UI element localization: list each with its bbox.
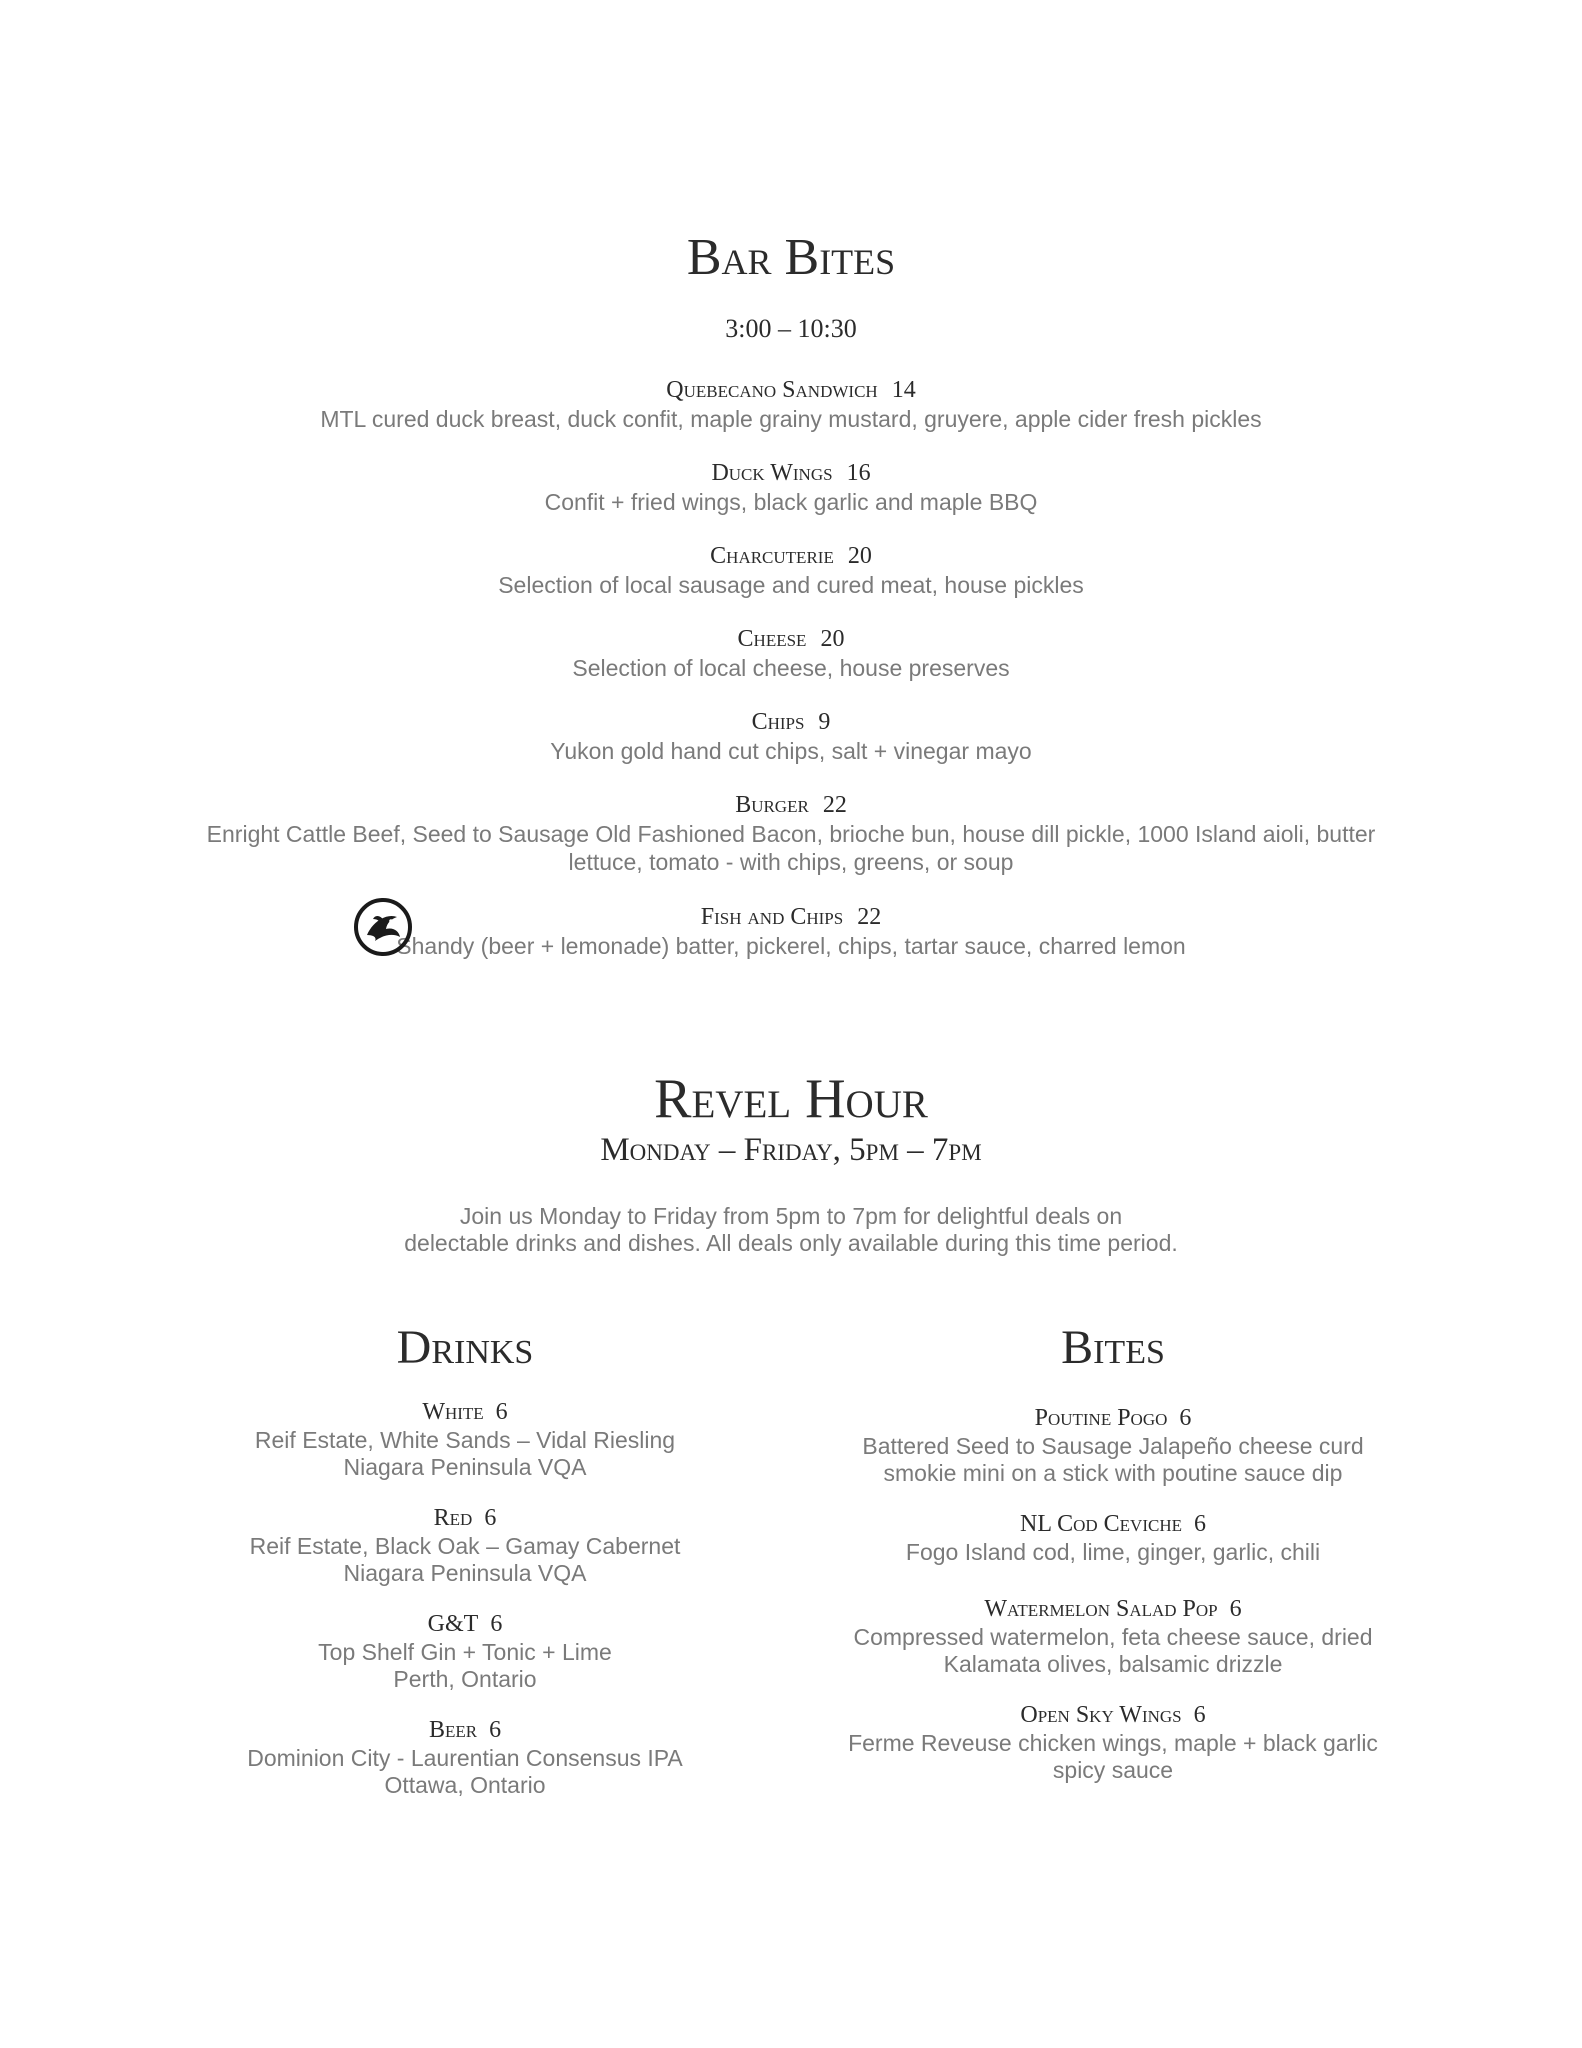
item-description-line2: lettuce, tomato - with chips, greens, or soup: [568, 849, 1014, 875]
ocean-wise-fish-icon: [353, 897, 413, 957]
bites-title: Bites: [1061, 1321, 1165, 1374]
menu-item-chips: [150, 707, 1432, 765]
bite-item-poutine-pogo: [833, 1403, 1393, 1487]
item-price: 6: [484, 1505, 497, 1531]
item-name: Duck Wings: [711, 460, 833, 486]
item-name: Poutine Pogo: [1034, 1405, 1168, 1431]
item-name: NL Cod Ceviche: [1020, 1511, 1182, 1537]
item-origin: Perth, Ontario: [393, 1666, 537, 1692]
item-description: Selection of local sausage and cured meat, house pickles: [498, 572, 1084, 598]
item-name: G&T: [427, 1611, 479, 1637]
item-price: 20: [847, 543, 872, 569]
item-price: 6: [495, 1399, 508, 1425]
menu-item-charcuterie: [150, 541, 1432, 599]
item-description: Shandy (beer + lemonade) batter, pickerel, chips, tartar sauce, charred lemon: [396, 933, 1186, 959]
drink-item-gin-and-tonic: [185, 1609, 745, 1693]
item-name: Cheese: [737, 626, 807, 652]
item-name: Red: [433, 1505, 473, 1531]
item-price: 6: [490, 1611, 503, 1637]
item-origin: Niagara Peninsula VQA: [343, 1454, 587, 1480]
item-name: Beer: [428, 1717, 478, 1743]
item-name: Chips: [751, 709, 805, 735]
item-name: Charcuterie: [710, 543, 834, 569]
menu-item-duck-wings: [150, 458, 1432, 516]
drink-item-beer: [185, 1715, 745, 1799]
item-price: 6: [1229, 1596, 1242, 1622]
item-origin: Niagara Peninsula VQA: [343, 1560, 587, 1586]
revel-hour-intro: [350, 1203, 1232, 1257]
bite-item-watermelon-salad-pop: [833, 1594, 1393, 1678]
item-price: 6: [1179, 1405, 1192, 1431]
bite-item-open-sky-wings: [833, 1700, 1393, 1784]
item-price: 14: [891, 377, 916, 403]
revel-hour-title: Revel Hour: [654, 1068, 928, 1130]
item-name: Watermelon Salad Pop: [984, 1596, 1218, 1622]
revel-hour-subtitle: Monday – Friday, 5pm – 7pm: [600, 1132, 982, 1168]
bite-item-nl-cod-ceviche: [833, 1509, 1393, 1566]
item-name: Fish and Chips: [700, 904, 844, 930]
item-description: Reif Estate, Black Oak – Gamay Cabernet: [249, 1533, 681, 1559]
item-description: Battered Seed to Sausage Jalapeño cheese curd: [862, 1433, 1364, 1459]
item-price: 22: [822, 792, 847, 818]
item-price: 6: [489, 1717, 502, 1743]
item-description-line2: spicy sauce: [1052, 1757, 1174, 1783]
item-origin: Ottawa, Ontario: [384, 1772, 546, 1798]
intro-line: Join us Monday to Friday from 5pm to 7pm for delightful deals on: [459, 1203, 1123, 1229]
item-name: Burger: [735, 792, 809, 818]
item-description: Top Shelf Gin + Tonic + Lime: [318, 1639, 612, 1665]
item-name: Open Sky Wings: [1020, 1702, 1182, 1728]
item-price: 6: [1193, 1702, 1206, 1728]
item-description: Enright Cattle Beef, Seed to Sausage Old Fashioned Bacon, brioche bun, house dill pickle, 1000 Island aioli, butter: [206, 821, 1376, 847]
menu-item-quebecano-sandwich: [150, 375, 1432, 433]
item-price: 22: [857, 904, 882, 930]
item-description: Yukon gold hand cut chips, salt + vinegar mayo: [550, 738, 1032, 764]
item-price: 20: [820, 626, 845, 652]
item-description-line2: smokie mini on a stick with poutine sauce dip: [883, 1460, 1343, 1486]
item-price: 6: [1194, 1511, 1206, 1537]
menu-item-cheese: [150, 624, 1432, 682]
drink-item-red: [185, 1503, 745, 1587]
item-description: Compressed watermelon, feta cheese sauce, dried: [853, 1624, 1373, 1650]
item-description: MTL cured duck breast, duck confit, maple grainy mustard, gruyere, apple cider fresh pickles: [320, 406, 1262, 432]
drink-item-white: [185, 1397, 745, 1481]
menu-item-burger: [150, 790, 1432, 876]
item-name: Quebecano Sandwich: [666, 377, 878, 403]
item-description: Dominion City - Laurentian Consensus IPA: [247, 1745, 683, 1771]
item-description: Selection of local cheese, house preserves: [572, 655, 1010, 681]
item-description: Ferme Reveuse chicken wings, maple + black garlic: [848, 1730, 1378, 1756]
menu-item-fish-and-chips: [150, 902, 1432, 960]
item-name: White: [422, 1399, 484, 1425]
item-description: Reif Estate, White Sands – Vidal Riesling: [254, 1427, 676, 1453]
bar-bites-hours: 3:00 – 10:30: [725, 314, 857, 343]
item-price: 16: [846, 460, 871, 486]
intro-line: delectable drinks and dishes. All deals only available during this time period.: [404, 1230, 1178, 1256]
item-description: Fogo Island cod, lime, ginger, garlic, chili: [905, 1539, 1321, 1565]
item-price: 9: [818, 709, 831, 735]
item-description: Confit + fried wings, black garlic and maple BBQ: [544, 489, 1038, 515]
drinks-title: Drinks: [396, 1321, 534, 1374]
bar-bites-title: Bar Bites: [686, 229, 896, 286]
item-description-line2: Kalamata olives, balsamic drizzle: [943, 1651, 1283, 1677]
